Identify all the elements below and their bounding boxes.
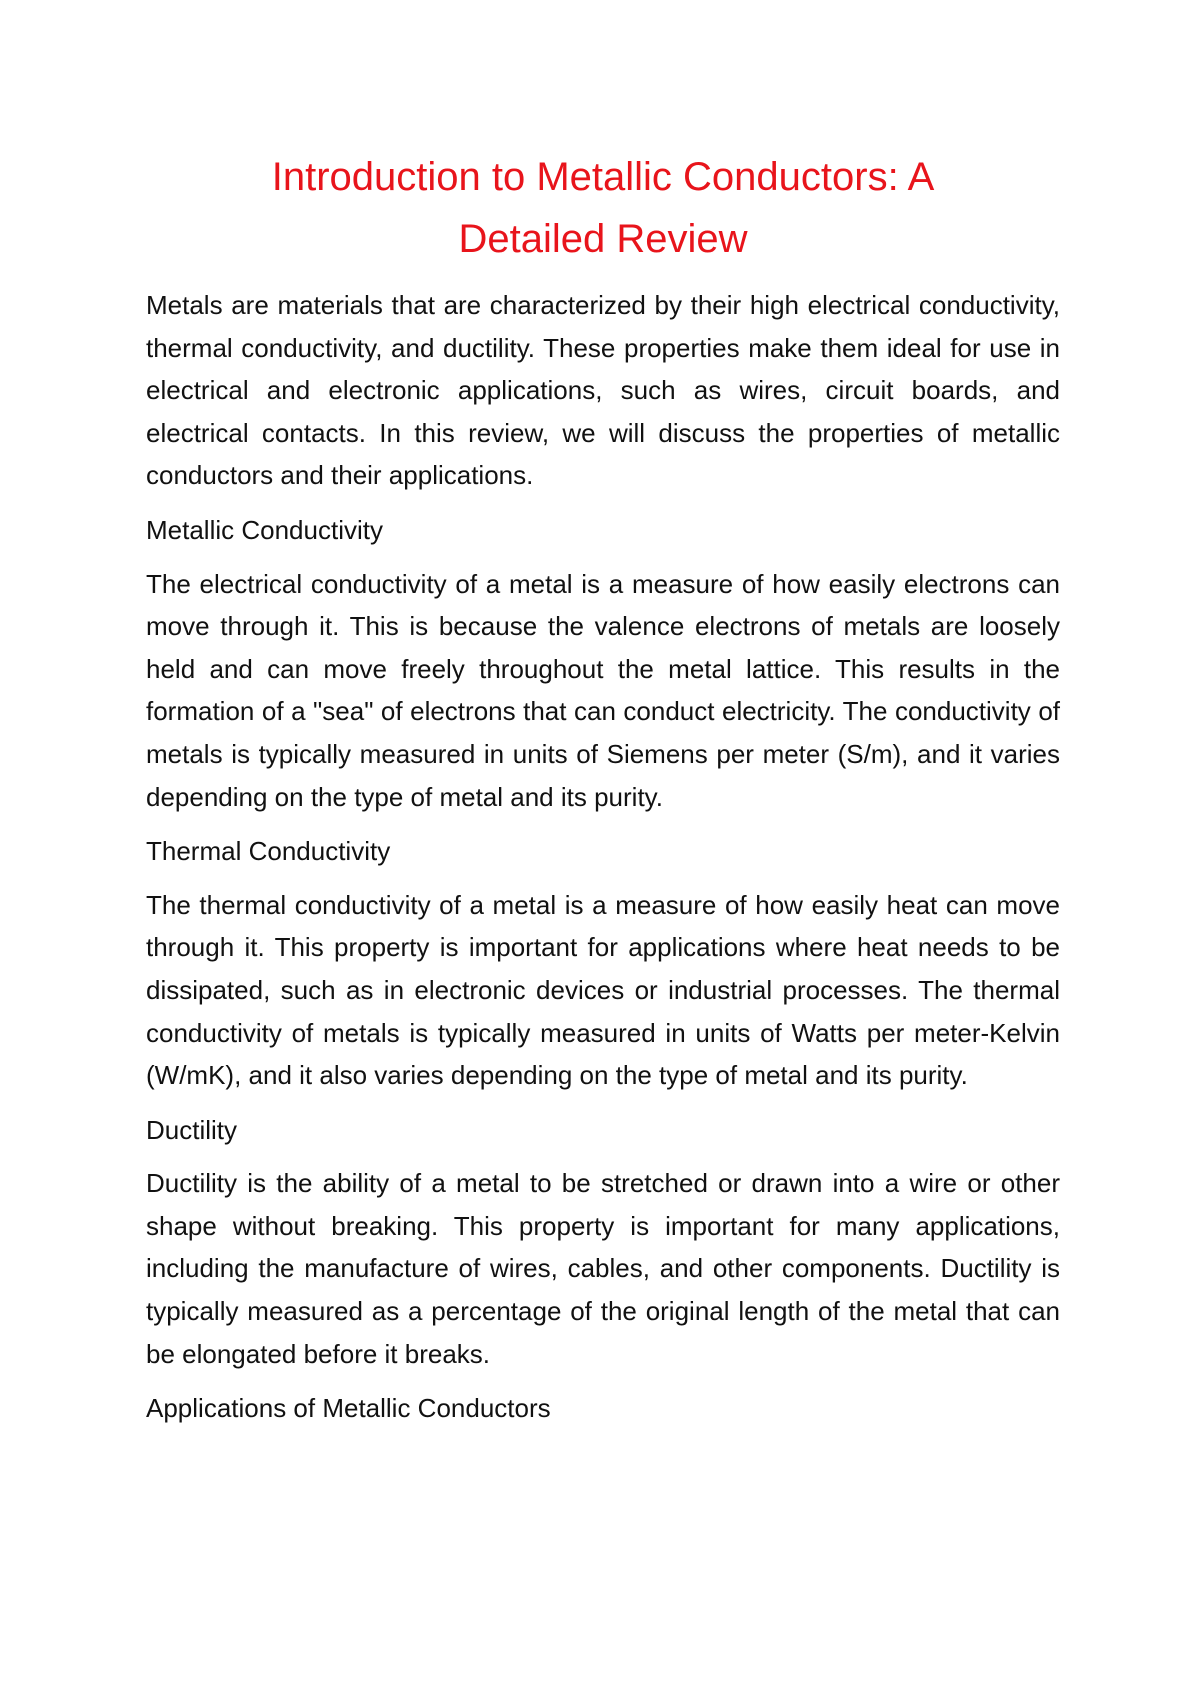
title-line-2: Detailed Review (458, 217, 748, 261)
intro-paragraph: Metals are materials that are characterized by their high electrical conductivity, thermal conductivity, and ductility. These properties make them ideal for use in electrical and electronic applications, such as wires, circuit boards, and electrical contacts. In this review, we will discuss the properties of metallic conductors and their applications. (146, 290, 1060, 491)
section-heading-thermal-conductivity: Thermal Conductivity (146, 836, 391, 867)
document-content (146, 146, 1060, 1430)
section-heading-ductility: Ductility (146, 1114, 238, 1145)
section-body-thermal-conductivity: The thermal conductivity of a metal is a measure of how easily heat can move through it. This property is important for applications where heat needs to be dissipated, such as in electronic devices or industrial processes. The thermal conductivity of metals is typically measured in units of Watts per meter-Kelvin (W/mK), and it also varies depending on the type of metal and its purity. (146, 889, 1060, 1091)
section-heading-applications: Applications of Metallic Conductors (146, 1393, 551, 1424)
title-line-1: Introduction to Metallic Conductors: A (271, 155, 935, 199)
section-body-metallic-conductivity: The electrical conductivity of a metal is a measure of how easily electrons can move through it. This is because the valence electrons of metals are loosely held and can move freely throughout the metal lattice. This results in the formation of a "sea" of electrons that can conduct electricity. The conductivity of metals is typically measured in units of Siemens per meter (S/m), and it varies depending on the type of metal and its purity. (146, 568, 1060, 812)
section-heading-metallic-conductivity: Metallic Conductivity (146, 514, 383, 545)
section-body-ductility: Ductility is the ability of a metal to be stretched or drawn into a wire or other shape without breaking. This property is important for many applications, including the manufacture of wires, cables, and other components. Ductility is typically measured as a percentage of the original length of the metal that can be elongated before it breaks. (146, 1168, 1060, 1369)
document-title (146, 146, 1060, 270)
